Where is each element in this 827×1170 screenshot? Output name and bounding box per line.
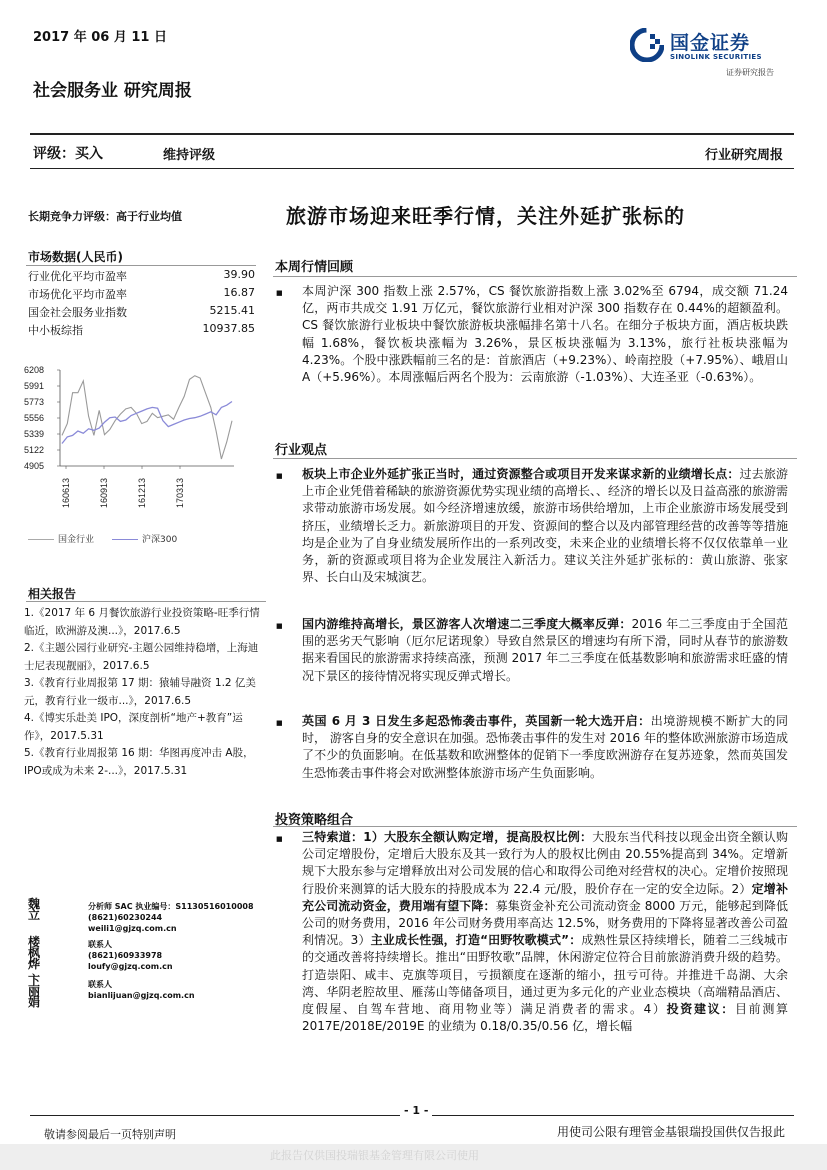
market-label: 行业优化平均市盈率 <box>28 270 127 283</box>
section-title-view: 行业观点 <box>275 443 328 458</box>
page-number: - 1 - <box>400 1104 432 1117</box>
strategy-text: 成熟性景区持续增长，随着二三线城市的交通改善将持续增长。推出“田野牧歌”品牌，休闲游定位符合目前旅游消费升级的趋势。打造崇阳、咸丰、克旗等项目，亏损额度在逐渐的缩小，扭亏可待。并推进千岛湖、大余湾、华阴老腔故里、雁荡山等储备项目，通过更为多元化的产业业态模块（高端精品酒店、度假屋、自驾车营地、商用物业等）满足消费者的需求。4） <box>302 933 788 1017</box>
market-data-divider <box>26 265 256 266</box>
y-tick-label: 5339 <box>24 429 45 439</box>
footer-disclaimer[interactable]: 敬请参阅最后一页特别声明 <box>44 1128 176 1141</box>
rating-maintain: 维持评级 <box>163 148 216 163</box>
logo-text: 国金证券 <box>670 32 751 54</box>
footer-usage-note: 用使司公限有理管金基银瑞投国供仅告报此 <box>556 1125 785 1139</box>
analyst-email[interactable]: bianlijuan@gjzq.com.cn <box>88 991 195 1000</box>
footer-watermark: 此报告仅供国投瑞银基金管理有限公司使用 <box>270 1149 479 1162</box>
bullet-square-icon: ■ <box>276 472 283 480</box>
section-divider <box>273 458 797 459</box>
analyst-name: 楼枫烨 <box>28 935 41 971</box>
market-value: 10937.85 <box>202 322 255 335</box>
analyst-info <box>88 979 288 1001</box>
strategy-lead: 定增补充公司流动资金，费用端有望下降： <box>302 881 788 913</box>
report-type: 行业研究周报 <box>704 148 783 163</box>
view-text: 出境游规模不断扩大的同时， 游客自身的安全意识在加强。恐怖袭击事件的发生对 2016 年的整体欧洲旅游市场造成了不少的负面影响。在低基数和欧洲整体的促销下一季度欧洲游存在复苏迹象，然而英国发生恐怖袭击事件将会对欧洲整体旅游市场产生负面影响。 <box>302 714 788 780</box>
logo-english: SINOLINK SECURITIES <box>670 53 762 61</box>
analyst-info <box>88 939 288 972</box>
legend-label: 沪深300 <box>142 535 178 545</box>
y-tick-label: 5122 <box>24 445 45 455</box>
y-tick-label: 5991 <box>24 381 45 391</box>
related-report-item[interactable]: 4.《博实乐赴美 IPO，深度剖析“地产+教育”运作》，2017.5.31 <box>24 712 243 742</box>
analyst-line: 联系人 <box>88 980 112 989</box>
legend-item <box>112 532 177 545</box>
market-label: 市场优化平均市盈率 <box>28 288 127 301</box>
logo-subtitle: 证券研究报告 <box>726 68 774 77</box>
report-main-title: 旅游市场迎来旺季行情，关注外延扩张标的 <box>286 204 685 228</box>
view-lead: 英国 6 月 3 日发生多起恐怖袭击事件，英国新一轮大选开启： <box>302 714 651 728</box>
related-report-item[interactable]: 3.《教育行业周报第 17 期：猿辅导融资 1.2 亿美元，教育行业一级市...》，2017.6.5 <box>24 677 256 707</box>
competitiveness-rating: 长期竞争力评级：高于行业均值 <box>28 210 182 223</box>
market-row <box>28 286 255 302</box>
analyst-name: 卞丽娟 <box>28 973 41 1009</box>
analyst-line: 分析师 SAC 执业编号：S1130516010008 <box>88 902 254 911</box>
review-paragraph: 本周沪深 300 指数上涨 2.57%，CS 餐饮旅游指数上涨 3.02%至 6794，成交额 71.24 亿，两市共成交 1.91 万亿元，餐饮旅游行业相对沪深 300 指数存在 0.44%的超额盈利。CS 餐饮旅游行业板块中餐饮旅游板块涨幅排名第十八名。在细分子板块方面，酒店板块跌幅 1.68%，餐饮板块涨幅为 3.26%，景区板块涨幅为 3.13%，旅行社板块涨幅为 4.23%。个股中涨跌幅前三名的是：首旅酒店（+9.23%）、岭南控股（+7.95%）、峨眉山 A（+5.96%）。本周涨幅后两名个股为：云南旅游（-1.03%）、大连圣亚（-0.63%）。 <box>302 284 788 385</box>
report-date: 2017 年 06 月 11 日 <box>33 30 167 45</box>
view-text: 2016 年二三季度由于全国范围的恶劣天气影响（厄尔尼诺现象）导致自然景区的增速均有所下滑，同时从春节的旅游数据来看国民的旅游需求持续高涨，预测 2017 年二三季度在低基数影响和旅游需求旺盛的情况下景区的接待情况将实现反弹式增长。 <box>302 617 788 683</box>
analyst-line: (8621)60933978 <box>88 951 163 960</box>
bullet-square-icon: ■ <box>276 622 283 630</box>
analyst-line: 联系人 <box>88 940 112 949</box>
section-divider <box>273 826 797 827</box>
bullet-square-icon: ■ <box>276 719 283 727</box>
market-row <box>28 268 255 284</box>
y-tick-label: 4905 <box>24 461 45 471</box>
sinolink-logo-icon <box>630 28 664 62</box>
bullet-square-icon: ■ <box>276 835 283 843</box>
strategy-lead: 投资建议： <box>666 1002 735 1017</box>
y-tick-label: 5556 <box>24 413 45 423</box>
strategy-lead: 主业成长性强，打造“田野牧歌模式”： <box>370 933 582 948</box>
x-tick-label: 161213 <box>137 477 147 508</box>
view-paragraph <box>302 713 788 782</box>
strategy-lead: 三特索道：1）大股东全额认购定增，提高股权比例： <box>302 830 593 844</box>
market-row <box>28 322 255 338</box>
market-label: 中小板综指 <box>28 324 83 337</box>
bullet-square-icon: ■ <box>276 289 283 297</box>
view-paragraph <box>302 466 788 586</box>
market-value: 16.87 <box>223 286 255 299</box>
chart-legend <box>28 532 177 545</box>
analyst-info <box>88 901 288 934</box>
industry-title: 社会服务业 研究周报 <box>33 81 192 101</box>
market-row <box>28 304 255 320</box>
related-report-item[interactable]: 5.《教育行业周报第 16 期：华图再度冲击 A股，IPO或成为未来 2-...》，2017.5.31 <box>24 747 254 777</box>
x-tick-label: 170313 <box>175 477 185 508</box>
related-report-item[interactable]: 2.《主题公园行业研究-主题公园维持稳增，上海迪士尼表现靓丽》，2017.6.5 <box>24 642 259 672</box>
view-paragraph <box>302 616 788 685</box>
rating-divider <box>30 168 794 169</box>
related-divider <box>26 601 266 602</box>
analyst-email[interactable]: loufy@gjzq.com.cn <box>88 962 173 971</box>
analyst-line: (8621)60230244 <box>88 913 163 922</box>
market-value: 39.90 <box>223 268 255 281</box>
strategy-paragraph <box>302 829 788 1035</box>
section-divider <box>273 276 797 277</box>
market-value: 5215.41 <box>209 304 255 317</box>
view-lead: 国内游维持高增长，景区游客人次增速二三季度大概率反弹： <box>302 617 632 631</box>
view-text: 过去旅游上市企业凭借着稀缺的旅游资源优势实现业绩的高增长、、经济的增长以及日益高涨的旅游需求带动旅游市场发展。如今经济增速放缓，旅游市场供给增加，上市企业旅游市场发展受到挤压，业绩增长乏力。新旅游项目的开发、资源间的整合以及内部管理经营的改善等等措施均是企业为了自身业绩发展所作出的一系列改变，未来企业的业绩增长将不仅仅依靠单一业务，新的资源或项目将为企业发展注入新活力。建议关注外延扩张标的：黄山旅游、张家界、长白山及宋城演艺。 <box>302 467 789 585</box>
related-report-item[interactable]: 1.《2017 年 6 月餐饮旅游行业投资策略-旺季行情临近，欧洲游及澳...》，2017.6.5 <box>24 607 260 637</box>
x-tick-label: 160613 <box>61 477 71 508</box>
related-reports-list <box>24 605 268 780</box>
legend-label: 国金行业 <box>58 535 95 545</box>
section-title-review: 本周行情回顾 <box>275 260 354 275</box>
market-label: 国金社会服务业指数 <box>28 306 127 319</box>
y-tick-label: 5773 <box>24 397 45 407</box>
market-data-title: 市场数据(人民币) <box>28 250 123 264</box>
y-tick-label: 6208 <box>24 365 45 375</box>
series-line-industry <box>62 376 232 459</box>
analyst-email[interactable]: weili1@gjzq.com.cn <box>88 924 177 933</box>
related-reports-title: 相关报告 <box>28 587 77 601</box>
rating: 评级：买入 <box>33 146 103 162</box>
view-lead: 板块上市企业外延扩张正当时，通过资源整合或项目开发来谋求新的业绩增长点： <box>302 467 740 481</box>
strategy-text: 目前测算 2017E/2018E/2019E 的业绩为 0.18/0.35/0.56 亿，增长幅 <box>302 1002 788 1034</box>
section-title-strategy: 投资策略组合 <box>275 813 354 828</box>
x-tick-label: 160913 <box>99 477 109 508</box>
analyst-name: 魏立 <box>28 897 41 922</box>
legend-item <box>28 532 94 545</box>
strategy-text: 募集资金补充公司流动资金 8000 万元，能够起到降低公司的财务费用，2016 年公司财务费用率高达 12.5%，财务费用的下降将显著改善公司盈利情况。3） <box>302 898 788 948</box>
strategy-text: 大股东当代科技以现金出资全额认购公司定增股份，定增后大股东及其一致行为人的股权比例由 20.55%提高到 34%。定增新规下大股东参与定增释放出对公司发展的信心和取得公司绝对经营权的决心。定增价按照现行股价来测算的话大股东的持股成本为 22.4 元/股，股价存在一定的安全边际。2） <box>302 830 788 896</box>
header-divider <box>30 133 794 135</box>
